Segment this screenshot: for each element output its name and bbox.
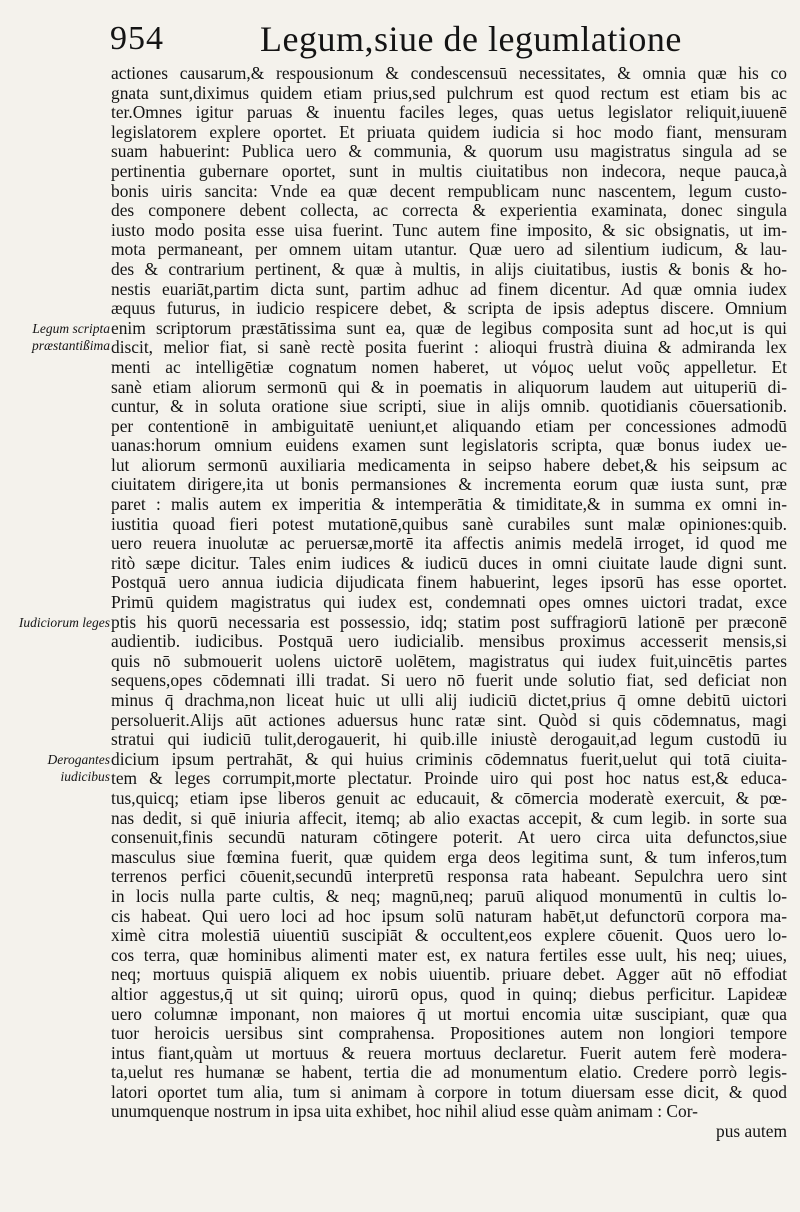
text-line: lut aliorum sermonū auxiliaria medicamenta in seipso habere debet,& his seipsum ac [111, 455, 787, 475]
text-line: cuntur, & in soluta oratione siue scripti, siue in alijs omnib. quotidianis cōuersationib. [111, 397, 787, 417]
text-line: uero reuera inuolutæ ac peruersæ,mortē ita affectis animis medelā irroget, id quod me [111, 534, 787, 554]
text-line: Primū quidem magistratus qui iudex est, condemnati opes omnes uictori tradat, exce [111, 593, 787, 613]
text-line: ta,uelut res humanæ se habent, tertia die ad monumentum elatio. Credere porrò legis- [111, 1063, 787, 1083]
text-line: menti ac intelligētiæ cognatum nomen haberet, ut νόμος uelut νοῦς appelletur. Et [111, 357, 787, 377]
catchword: pus autem [716, 1122, 787, 1142]
text-line: iusto modo posita esse uisa fuerint. Tunc autem fine imposito, & sic obsignatis, ut im- [111, 220, 787, 240]
text-line: nas dedit, si quē iniuria affecit, itemq; ab alio exactas accepit, & cum legib. in sorte sua [111, 808, 787, 828]
text-line: paret : malis autem ex imperitia & intemperātia & timiditate,& in summa ex omni in- [111, 495, 787, 515]
text-line: masculus siue fœmina fuerit, quæ quidem erga deos legitima sunt, & tum inferos,tum [111, 847, 787, 867]
text-line: audientib. iudicibus. Postquā uero iudicialib. mensibus proximus accesserit mensis,si [111, 632, 787, 652]
text-line: tem & leges corrumpit,morte plectatur. Proinde uiro qui post hoc natus est,& educa- [111, 769, 787, 789]
text-line: legislatorem explere oportet. Et priuata quidem iudicia si hoc modo fiant, mensuram [111, 122, 787, 142]
text-line: mota permaneant, per omnem uitam utantur. Quæ uero ad silentium iudicum, & lau- [111, 240, 787, 260]
text-line: unumquenque nostrum in ipsa uita exhibet, hoc nihil aliud esse quàm animam : Cor- [111, 1102, 698, 1122]
margin-note: Iudiciorum leges [18, 614, 110, 630]
text-line: bonis uiris sancita: Vnde ea quæ decent rempublicam nunc nascentem, legum custo- [111, 181, 787, 201]
text-line: des componere debent collecta, ac correcta & experientia examinata, donec singula [111, 201, 787, 221]
text-line: iustitia quoad fieri potest mutationē,quibus sanè curabiles sunt malæ opiniones:quib. [111, 514, 787, 534]
text-line: nestis euariāt,partim dicta sunt, partim adhuc ad finem dicentur. Ad quæ omnia iudex [111, 279, 787, 299]
text-line: dicium ipsum pertrahāt, & qui huius criminis cōdemnatus fuerit,uelut qui totā ciuita- [111, 749, 787, 769]
text-line: enim scriptorum præstātissima sunt ea, quæ de legibus composita sunt ad hoc,ut is qui [111, 318, 787, 338]
text-line: per contentionē in ambiguitatē ueniunt,et aliquando etiam per concessiones admodū [111, 416, 787, 436]
text-line: quis nō submouerit uolens uictorē uolētem, magistratus qui iudex fuit,uincētis partes [111, 651, 787, 671]
text-line: tuor heroicis uersibus sint comprahensa. Propositiones autem non longiori tempore [111, 1024, 787, 1044]
text-line: ter.Omnes igitur paruas & inuentu faciles leges, quas uetus legislator reliquit,iuuenē [111, 103, 787, 123]
text-line: ciuitatem dirigere,ita ut bonis permansiones & incrementa eorum quæ iusta sunt, præ [111, 475, 787, 495]
text-line: suam habuerint: Publica uero & communia, & quorum usu magistratus singula ad se [111, 142, 787, 162]
text-line: minus q̄ drachma,non liceat huic ut ulli alij iudiciū dictet,prius q̄ omne debitū uictori [111, 691, 787, 710]
text-line: sequens,opes cōdemnati illi tradat. Si uero nō fuerit unde solutio fiat, sed deficiat non [111, 671, 787, 691]
text-line: tus,quicq; etiam ipse liberos genuit ac educauit, & cōmercia moderatè exercuit, & pœ- [111, 788, 787, 808]
text-line: persoluerit.Alijs aūt actiones aduersus hunc ratæ sint. Quòd si quis cōdemnatus, magi [111, 710, 787, 730]
text-line: ritò sæpe dicitur. Tales enim iudices & iudicū duces in omni ciuitate laude digni sunt. [111, 553, 787, 573]
text-line: des & contrarium pertinent, & quæ à multis, in alijs ciuitatibus, iustis & bonis & ho- [111, 259, 787, 279]
text-line: æquus futurus, in iudicio respicere debet, & scripta de ipsis adeptus discere. Omnium [111, 299, 787, 319]
text-line: Postquā uero annua iudicia dijudicata finem habuerint, leges ipsorū has esse oportet. [111, 573, 787, 593]
text-line: consenuit,finis secundū naturam cōtingere poterit. At uero circa uita defunctos,siue [111, 828, 787, 848]
text-line: altior aggestus,q̄ ut sit quinq; uirorū opus, quod in quinq; diebus perficitur. Lapideæ [111, 984, 787, 1004]
text-line: discit, melior fiat, si sanè rectè posita fuerint : alioqui frustrà diuina & admiranda lex [111, 338, 787, 358]
text-line: cis habeat. Qui uero loci ad hoc ipsum solū naturam habēt,ut defunctorū corpora ma- [111, 906, 787, 926]
text-line: latori oportet tum alia, tum si animam à corpore in totum diuersam esse dicit, & quod [111, 1082, 787, 1102]
text-line: stratui qui iudiciū tulit,derogauerit, hi quib.ille iniustè derogauit,ad legum custodū iu [111, 730, 787, 750]
text-line: cos terra, quæ hominibus alimenti mater est, ex natura fertiles esse uult, his neq; uiues, [111, 945, 787, 965]
text-line: actiones causarum,& respousionum & condescensuū necessitates, & omnia quæ his co [111, 64, 787, 83]
running-title: Legum,siue de legumlatione [260, 19, 682, 59]
text-line: ximè citra molestiā uiuentiū suscipiāt & occultent,eos explere cōuenit. Quos uero lo- [111, 926, 787, 946]
text-line: in locis nulla parte cultis, & neq; magnū,neq; paruū aliquod monumentū in cultis lo- [111, 886, 787, 906]
text-line: gnata sunt,diximus quidem etiam prius,sed pulchrum est quod rectum est etiam bis ac [111, 83, 787, 103]
margin-note: Legum scripta præstantißima [31, 320, 110, 353]
page-number: 954 [110, 20, 164, 57]
margin-note: Derogantes iudicibus [47, 752, 110, 784]
body-text [111, 64, 787, 1142]
text-line: sanè etiam aliorum sermonū qui & in poematis in aliquorum laudem aut uituperiū di- [111, 377, 787, 397]
text-line: neq; mortuus quispiā aliquem ex nobis uiuentib. priuare debet. Agger aūt nō effodiat [111, 965, 787, 985]
page-header [110, 18, 690, 62]
text-line: intus fiant,quàm ut mortuus & reuera mortuus declaretur. Fuerit autem ferè modera- [111, 1043, 787, 1063]
text-line: pertinentia gubernare oportet, sunt in multis ciuitatibus non indecora, neque pauca,à [111, 161, 787, 181]
text-line: uero columnæ imponant, non maiores q̄ ut mortui encomia uitæ suscipiant, quæ qua [111, 1004, 787, 1024]
text-line: terrenos perfici cōuenit,secundū interpretū responsa rata habeant. Sepulchra uero sint [111, 867, 787, 887]
text-line: ptis his quorū necessaria est possessio, idq; statim post suffragiorū lationē per præconē [111, 612, 787, 632]
text-line: uanas:horum omnium euidens examen sunt legislatoris scripta, quæ bonus iudex ue- [111, 436, 787, 456]
